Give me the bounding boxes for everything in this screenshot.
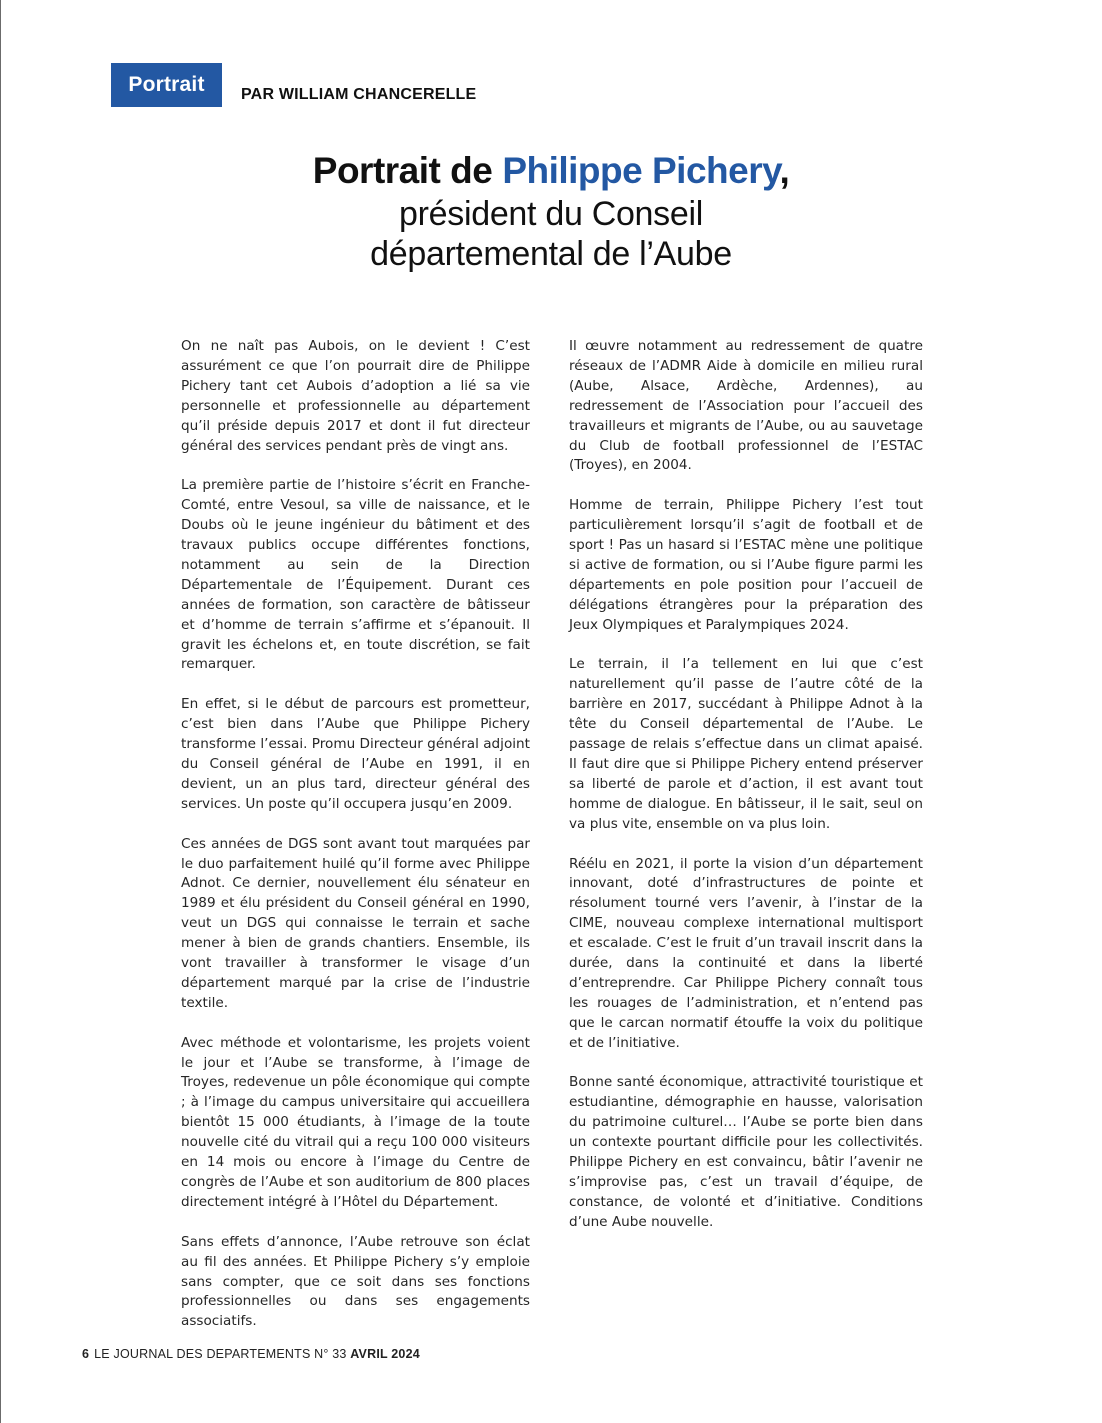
page-number: 6 xyxy=(82,1347,90,1361)
article-column-left xyxy=(181,337,530,1352)
headline-line-2: président du Conseil xyxy=(399,195,703,233)
paragraph: La première partie de l’histoire s’écrit en Franche-Comté, entre Vesoul, sa ville de naissance, et le Doubs où le jeune ingénieur du bâtiment et des travaux publics occupe différentes fonctions, notamment au sein de la Direction Départementale de l’Équipement. Durant ces années de formation, son caractère de bâtisseur et d’homme de terrain s’affirme et s’épanouit. Il gravit les échelons et, en toute discrétion, se fait remarquer. xyxy=(181,477,530,673)
paragraph: Homme de terrain, Philippe Pichery l’est tout particulièrement lorsqu’il s’agit de football et de sport ! Pas un hasard si l’ESTAC mène une politique si active de formation, ou si l’Aube figure parmi les départements en pole position pour l’accueil de délégations étrangères pour la préparation des Jeux Olympiques et Paralympiques 2024. xyxy=(569,497,923,633)
headline-comma: , xyxy=(779,150,790,191)
paragraph: Avec méthode et volontarisme, les projets voient le jour et l’Aube se transforme, à l’image de Troyes, redevenue un pôle économique qui compte ; à l’image du campus universitaire qui accueillera bientôt 15 000 étudiants, à l’image de la toute nouvelle cité du vitrail qui a reçu 100 000 visiteurs en 14 mois ou encore à l’image du Centre de congrès de l’Aube et son auditorium de 800 places directement intégré à l’Hôtel du Département. xyxy=(181,1034,530,1210)
issue-date: AVRIL 2024 xyxy=(350,1347,420,1361)
page-footer xyxy=(82,1347,420,1361)
headline-name: Philippe Pichery xyxy=(502,150,780,191)
paragraph: Il œuvre notamment au redressement de quatre réseaux de l’ADMR Aide à domicile en milieu rural (Aube, Alsace, Ardèche, Ardennes), au redressement de l’Association pour l’accueil des travailleurs et migrants de l’Aube, ou au sauvetage du Club de football professionnel de l’ESTAC (Troyes), en 2004. xyxy=(569,338,923,474)
byline: PAR WILLIAM CHANCERELLE xyxy=(241,86,477,103)
article-column-right xyxy=(569,337,923,1253)
paragraph: Ces années de DGS sont avant tout marquées par le duo parfaitement huilé qu’il forme avec Philippe Adnot. Ce dernier, nouvellement élu sénateur en 1989 et élu président du Conseil général en 1990, veut un DGS qui connaisse le terrain et sache mener à bien de grands chantiers. Ensemble, ils vont travailler à transformer le visage d’un département marqué par la crise de l’industrie textile. xyxy=(181,835,530,1011)
headline-line-1 xyxy=(0,148,1102,194)
publication-name: LE JOURNAL DES DEPARTEMENTS N° 33 xyxy=(94,1347,347,1361)
headline-line-3: départemental de l’Aube xyxy=(370,235,732,273)
paragraph: Sans effets d’annonce, l’Aube retrouve son éclat au fil des années. Et Philippe Pichery s’y emploie sans compter, que ce soit dans ses fonctions professionnelles ou dans ses engagements associatifs. xyxy=(181,1233,530,1330)
headline-prefix: Portrait de xyxy=(312,150,493,191)
paragraph: Réélu en 2021, il porte la vision d’un département innovant, doté d’infrastructures de pointe et résolument tourné vers l’avenir, à l’instar de la CIME, nouveau complexe international multisport et escalade. C’est le fruit d’un travail inscrit dans la durée, dans la continuité et dans la liberté d’entreprendre. Car Philippe Pichery connaît tous les rouages de l’administration, et n’entend pas que le carcan normatif étouffe la voix du politique et de l’initiative. xyxy=(569,855,923,1051)
section-tag: Portrait xyxy=(111,63,222,107)
paragraph: On ne naît pas Aubois, on le devient ! C’est assurément ce que l’on pourrait dire de Philippe Pichery tant cet Aubois d’adoption a lié sa vie personnelle et professionnelle au département qu’il préside depuis 2017 et dont il fut directeur général des services pendant près de vingt ans. xyxy=(181,338,530,454)
paragraph: Le terrain, il l’a tellement en lui que c’est naturellement qu’il passe de l’autre côté de la barrière en 2017, succédant à Philippe Adnot à la tête du Conseil départemental de l’Aube. Le passage de relais s’effectue dans un climat apaisé. Il faut dire que si Philippe Pichery entend préserver sa liberté de parole et d’action, il est avant tout homme de dialogue. En bâtisseur, il le sait, seul on va plus vite, ensemble on va plus loin. xyxy=(569,656,923,832)
headline xyxy=(0,148,1102,274)
paragraph: Bonne santé économique, attractivité touristique et estudiantine, démographie en hausse, valorisation du patrimoine culturel… l’Aube se porte bien dans un contexte pourtant difficile pour les collectivités. Philippe Pichery en est convaincu, bâtir l’avenir ne s’improvise pas, c’est un travail d’équipe, de constance, de volonté et d’initiative. Conditions d’une Aube nouvelle. xyxy=(569,1074,923,1230)
paragraph: En effet, si le début de parcours est prometteur, c’est bien dans l’Aube que Philippe Pichery transforme l’essai. Promu Directeur général adjoint du Conseil général de l’Aube en 1991, il en devient, un an plus tard, directeur général des services. Un poste qu’il occupera jusqu’en 2009. xyxy=(181,696,530,812)
